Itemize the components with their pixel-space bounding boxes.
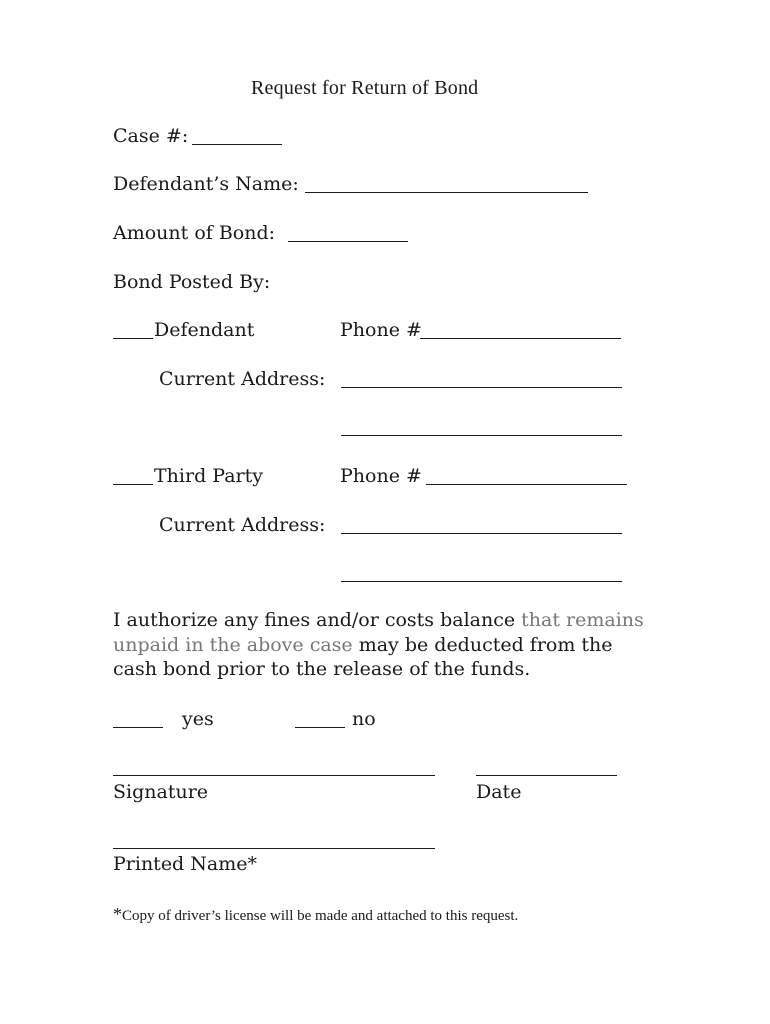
defendant-check-line[interactable] [113, 338, 153, 339]
date-line[interactable] [476, 775, 617, 776]
yes-check-line[interactable] [113, 727, 163, 728]
authorization-paragraph [113, 608, 653, 682]
case-field-line[interactable] [192, 144, 282, 145]
third-party-address-line-1[interactable] [341, 533, 622, 534]
third-party-check-line[interactable] [113, 484, 153, 485]
third-party-address-line-2[interactable] [341, 581, 622, 582]
yes-label: yes [182, 708, 214, 730]
authorization-text-2: that remains unpaid in the above case [113, 609, 644, 656]
date-label: Date [476, 781, 522, 803]
defendant-name-field-line[interactable] [305, 192, 588, 193]
third-party-option-label: Third Party [154, 465, 263, 487]
third-party-address-label: Current Address: [159, 514, 326, 536]
defendant-name-label: Defendant’s Name: [113, 173, 299, 195]
footnote [113, 902, 518, 928]
defendant-address-line-2[interactable] [341, 435, 622, 436]
defendant-phone-label: Phone # [340, 319, 422, 341]
posted-by-label: Bond Posted By: [113, 271, 271, 293]
third-party-phone-field-line[interactable] [426, 484, 627, 485]
page-title: Request for Return of Bond [251, 77, 479, 99]
amount-label: Amount of Bond: [113, 222, 276, 244]
authorization-text-1: I authorize any fines and/or costs balance [113, 609, 522, 631]
defendant-address-label: Current Address: [159, 368, 326, 390]
printed-name-line[interactable] [113, 848, 435, 849]
footnote-star: * [113, 904, 122, 924]
footnote-text: Copy of driver’s license will be made and attached to this request. [122, 908, 519, 924]
signature-label: Signature [113, 781, 209, 803]
no-check-line[interactable] [295, 727, 345, 728]
printed-name-label: Printed Name* [113, 853, 257, 875]
case-label: Case #: [113, 125, 189, 147]
defendant-option-label: Defendant [154, 319, 255, 341]
authorization-text-3: may be deducted from the cash bond prior to the release of the funds. [113, 633, 613, 680]
signature-line[interactable] [113, 775, 435, 776]
defendant-phone-field-line[interactable] [420, 338, 621, 339]
no-label: no [352, 708, 376, 730]
amount-field-line[interactable] [288, 241, 408, 242]
third-party-phone-label: Phone # [340, 465, 422, 487]
defendant-address-line-1[interactable] [341, 387, 622, 388]
